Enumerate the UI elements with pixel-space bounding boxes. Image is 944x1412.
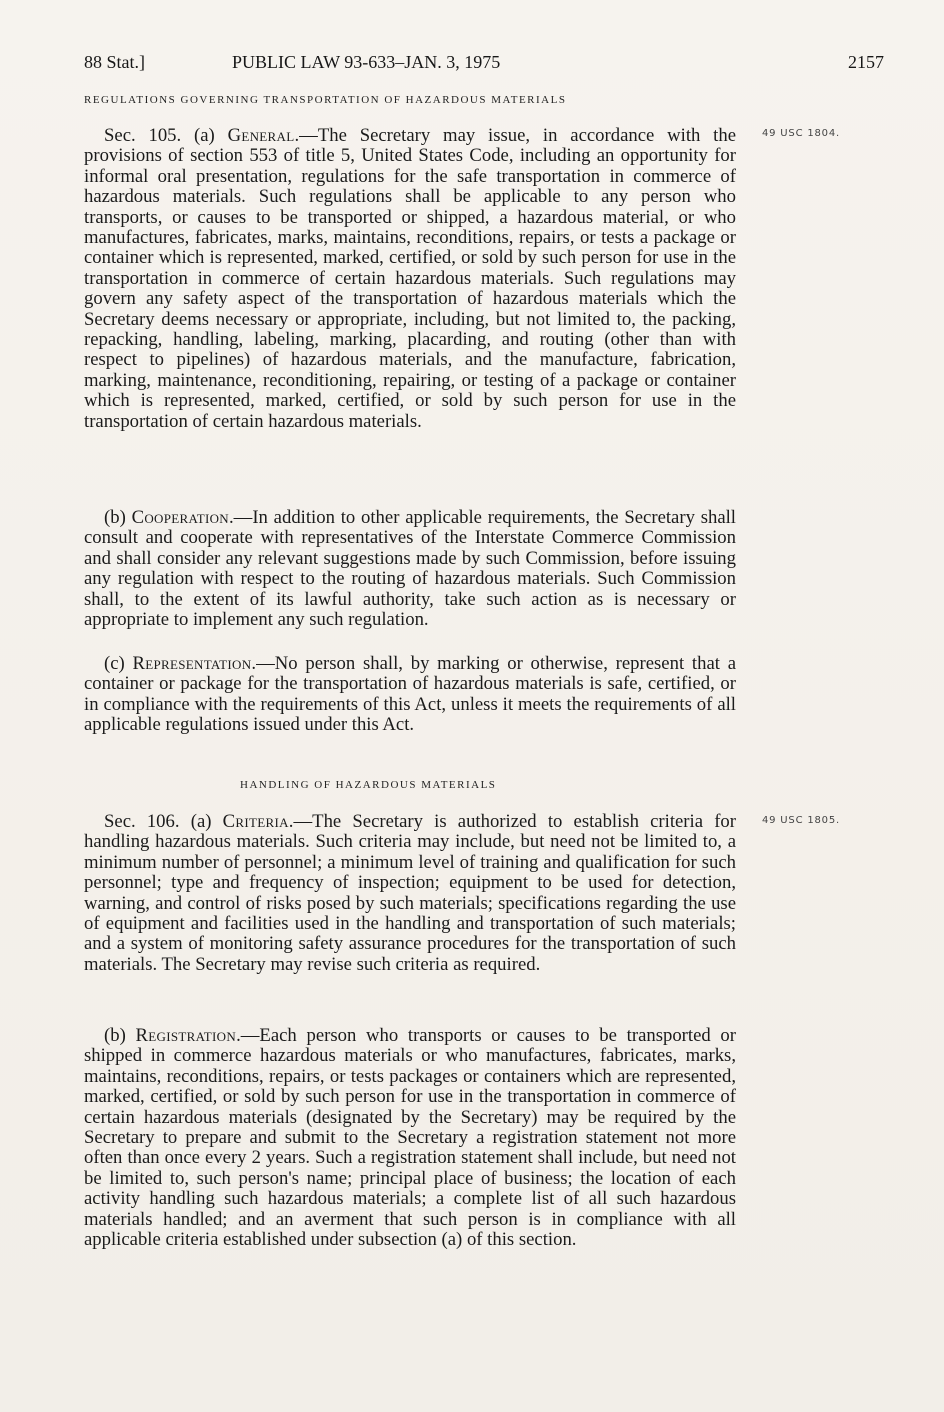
section-106-a-paragraph [84, 812, 736, 975]
section-105-c-text: .—No person shall, by marking or otherwise, represent that a container or package for the transportation of hazardous materials is safe, certified, or in compliance with the requirements of this Act, unless it meets the requirements of all applicable regulations issued under this Act. [84, 653, 736, 736]
section-106-b-lead: (b) [104, 1025, 136, 1046]
section-106-b-paragraph [84, 1026, 736, 1250]
section-105-b-block [84, 508, 736, 630]
section-106-b-block [84, 1026, 736, 1250]
section-106-a-block [84, 812, 736, 975]
section-105-b-text: .—In addition to other applicable requirements, the Secretary shall consult and cooperate with representatives of the Interstate Commerce Commission and shall consider any relevant suggestions made by such Commission, before issuing any regulation with respect to the routing of hazardous materials. Such Commission shall, to the extent of its lawful authority, take such action as is necessary or appropriate to implement any such regulation. [84, 507, 736, 631]
running-header [84, 48, 884, 76]
section-105-c-title: Representation [132, 653, 252, 674]
section-106-a-title: Criteria [222, 811, 289, 832]
section-106-b-title: Registration [135, 1025, 237, 1046]
section-105-b-title: Cooperation [131, 507, 229, 528]
section-105-b-lead: (b) [104, 507, 132, 528]
section-106-a-lead: Sec. 106. (a) [104, 811, 223, 832]
section-106-marginal-note: 49 USC 1805. [762, 815, 840, 826]
section-105-a-paragraph [84, 126, 736, 432]
page-number: 2157 [848, 52, 884, 72]
public-law-title: PUBLIC LAW 93-633–JAN. 3, 1975 [232, 52, 501, 72]
statute-reference: 88 Stat.] [84, 52, 145, 72]
section-105-b-paragraph [84, 508, 736, 630]
section-105-a-block [84, 126, 736, 432]
section-105-a-lead: Sec. 105. (a) [104, 125, 228, 146]
section-105-a-text: .—The Secretary may issue, in accordance with the provisions of section 553 of title 5, United States Code, including an opportunity for informal oral presentation, regulations for the safe transportation in commerce of hazardous materials. Such regulations shall be applicable to any person who transports, or causes to be transported or shipped, a hazardous material, or who manufactures, fabricates, marks, maintains, reconditions, repairs, or tests a package or container which is represented, marked, certified, or sold by such person for use in the transportation in commerce of certain hazardous materials. Such regulations may govern any safety aspect of the transportation of hazardous materials which the Secretary deems necessary or appropriate, including, but not limited to, the packing, repacking, handling, labeling, marking, placarding, and routing (other than with respect to pipelines) of hazardous materials, and the manufacture, fabrication, marking, maintenance, reconditioning, repairing, or testing of a package or container which is represented, marked, certified, or sold by such person for use in the transportation of certain hazardous materials. [84, 125, 737, 432]
section-105-marginal-note: 49 USC 1804. [762, 128, 840, 139]
section-105-c-paragraph [84, 654, 736, 736]
section-105-a-title: General [227, 125, 295, 146]
section-105-c-lead: (c) [104, 653, 133, 674]
section-106-heading: HANDLING OF HAZARDOUS MATERIALS [240, 779, 497, 791]
section-105-heading: REGULATIONS GOVERNING TRANSPORTATION OF HAZARDOUS MATERIALS [84, 94, 567, 106]
section-106-a-text: .—The Secretary is authorized to establish criteria for handling hazardous materials. Such criteria may include, but need not be limited to, a minimum number of personnel; a minimum level of training and qualification for such personnel; type and frequency of inspection; equipment to be used for detection, warning, and control of risks posed by such materials; specifications regarding the use of equipment and facilities used in the handling and transportation of such materials; and a system of monitoring safety assurance procedures for the transportation of such materials. The Secretary may revise such criteria as required. [84, 811, 736, 975]
section-105-c-block [84, 654, 736, 736]
section-106-b-text: .—Each person who transports or causes to be transported or shipped in commerce hazardous materials or who manufactures, fabricates, marks, maintains, reconditions, repairs, or tests packages or containers which are represented, marked, certified, or sold by such person for use in the transportation in commerce of certain hazardous materials (designated by the Secretary) may be required by the Secretary to prepare and submit to the Secretary a registration statement not more often than once every 2 years. Such a registration statement shall include, but need not be limited to, such person's name; principal place of business; the location of each activity handling such hazardous materials; a complete list of all such hazardous materials handled; and an averment that such person is in compliance with all applicable criteria established under subsection (a) of this section. [84, 1025, 736, 1251]
